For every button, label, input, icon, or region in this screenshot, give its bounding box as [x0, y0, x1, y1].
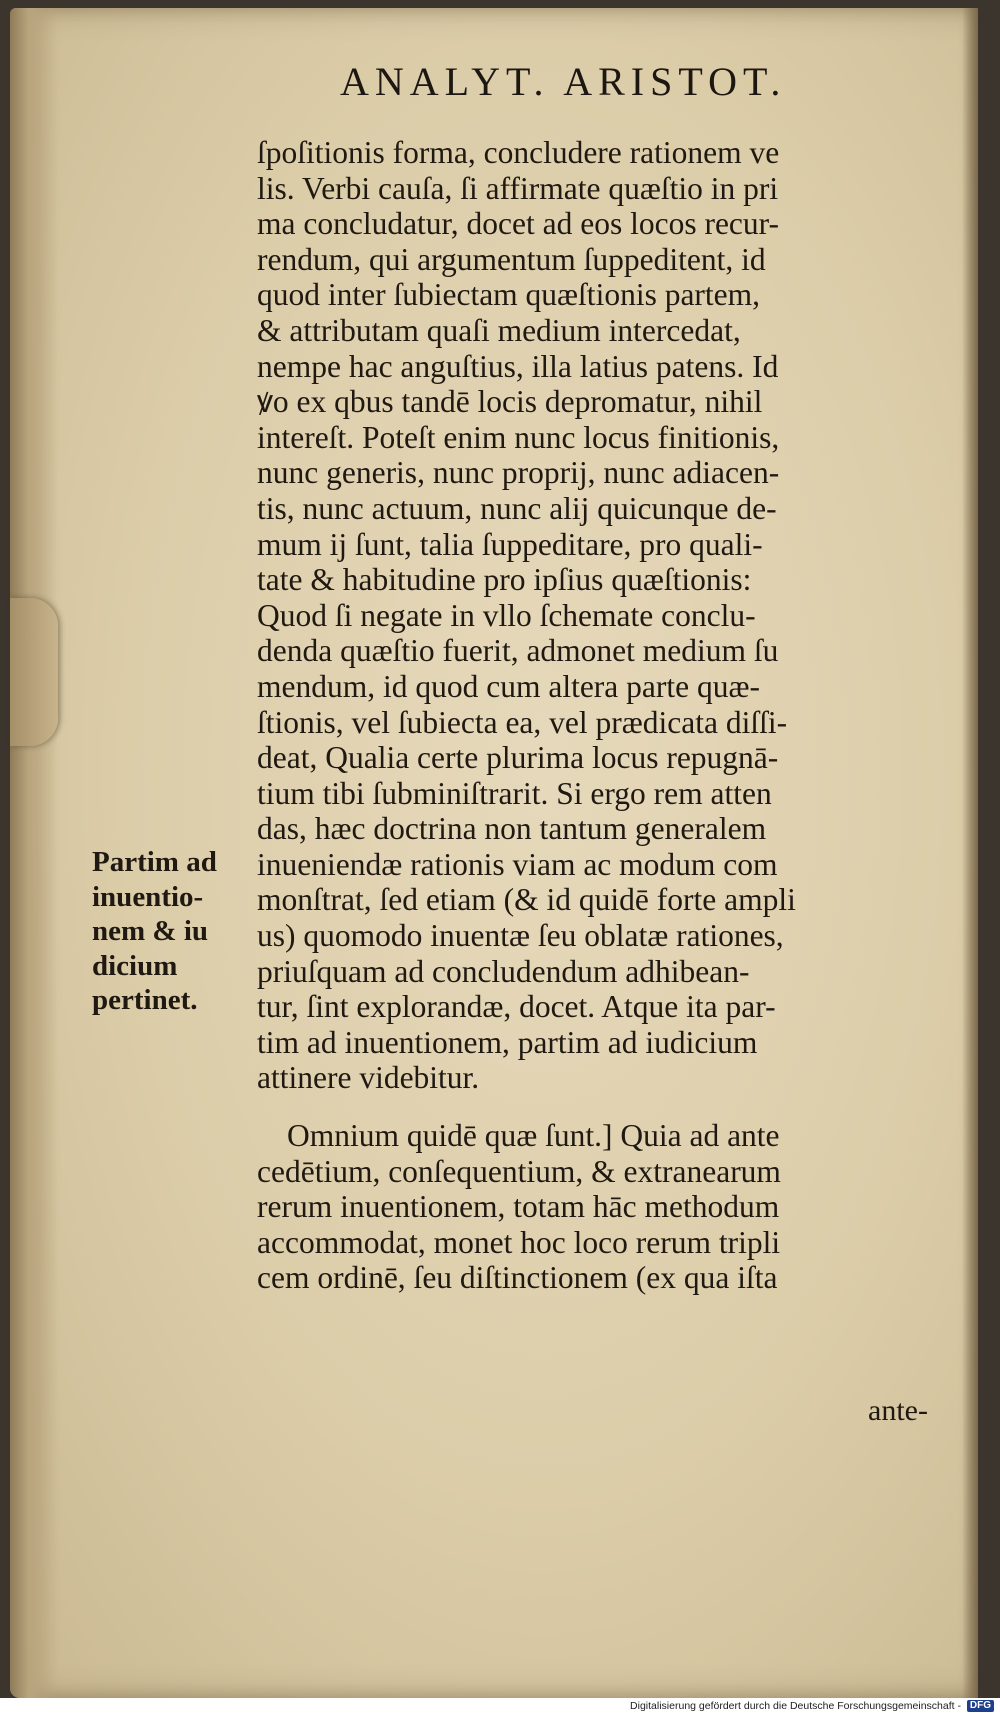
text-line: mendum, id quod cum altera parte quæ-: [257, 668, 760, 704]
text-line: rerum inuentionem, totam hāc methodum: [257, 1189, 780, 1225]
text-line: denda quæſtio fuerit, admonet medium ſu: [257, 633, 779, 669]
text-line: priuſquam ad concludendum adhibean-: [257, 953, 750, 989]
paragraph-2: [257, 1118, 947, 1296]
text-line: ſtionis, vel ſubiecta ea, vel prædicata diſſi-: [257, 704, 788, 740]
marginal-note-line: pertinet.: [92, 984, 198, 1016]
dfg-logo-icon: DFG: [967, 1700, 994, 1712]
text-line: tate & habitudine pro ipſius quæſtionis:: [257, 562, 752, 598]
text-line: ſpoſitionis forma, concludere rationem ve: [257, 135, 780, 170]
page-edge: [962, 8, 978, 1698]
page-gutter-shadow: [10, 8, 58, 1698]
marginal-note: [92, 845, 252, 1018]
text-line: rendum, qui argumentum ſuppeditent, id: [257, 241, 766, 277]
footer-credit-text: Digitalisierung gefördert durch die Deutsche Forschungsgemeinschaft -: [630, 1700, 961, 1712]
text-line: ꝟo ex qbus tandē locis depromatur, nihil: [257, 384, 763, 420]
footer-bar: [0, 1698, 1000, 1714]
text-line: attinere videbitur.: [257, 1060, 480, 1096]
text-line: quod inter ſubiectam quæſtionis partem,: [257, 277, 761, 313]
text-line: cem ordinē, ſeu diſtinctionem (ex qua iſta: [257, 1260, 778, 1296]
running-head: ANALYT. ARISTOT.: [340, 59, 787, 104]
text-line: accommodat, monet hoc loco rerum tripli: [257, 1224, 781, 1260]
text-line: deat, Qualia certe plurima locus repugnā-: [257, 740, 779, 776]
book-clasp: [10, 598, 58, 746]
text-line: tur, ſint explorandæ, docet. Atque ita par-: [257, 989, 776, 1025]
marginal-note-line: nem & iu: [92, 915, 208, 947]
text-line: tium tibi ſubminiſtrarit. Si ergo rem atten: [257, 775, 772, 811]
text-line: tis, nunc actuum, nunc alij quicunque de-: [257, 490, 777, 526]
text-line: intereſt. Poteſt enim nunc locus finitionis,: [257, 419, 780, 455]
paragraph-1: [257, 135, 947, 1096]
text-line: cedētium, conſequentium, & extranearum: [257, 1153, 781, 1189]
text-line: tim ad inuentionem, partim ad iudicium: [257, 1024, 758, 1060]
text-line: mum ij ſunt, talia ſuppeditare, pro quali-: [257, 526, 763, 562]
text-line: & attributam quaſi medium intercedat,: [257, 312, 741, 348]
marginal-note-line: Partim ad: [92, 846, 217, 878]
text-line: inueniendæ rationis viam ac modum com: [257, 846, 778, 882]
text-line: monſtrat, ſed etiam (& id quidē forte ampli: [257, 882, 796, 918]
catchword: ante-: [868, 1394, 928, 1427]
footer-credit: [630, 1698, 994, 1714]
marginal-note-line: dicium: [92, 949, 178, 982]
text-line: nunc generis, nunc proprij, nunc adiacen-: [257, 455, 780, 491]
text-line: lis. Verbi cauſa, ſi affirmate quæſtio in pri: [257, 170, 779, 206]
main-text: [257, 135, 947, 1296]
text-line: ma concludatur, docet ad eos locos recur-: [257, 206, 780, 242]
text-line: Quod ſi negate in vllo ſchemate conclu-: [257, 597, 756, 633]
text-line: us) quomodo inuentæ ſeu oblatæ rationes,: [257, 918, 784, 954]
text-line: das, hæc doctrina non tantum generalem: [257, 811, 767, 847]
text-line: Omnium quidē quæ ſunt.] Quia ad ante: [287, 1118, 780, 1154]
marginal-note-line: inuentio-: [92, 880, 204, 913]
text-line: nempe hac anguſtius, illa latius patens. Id: [257, 348, 779, 384]
